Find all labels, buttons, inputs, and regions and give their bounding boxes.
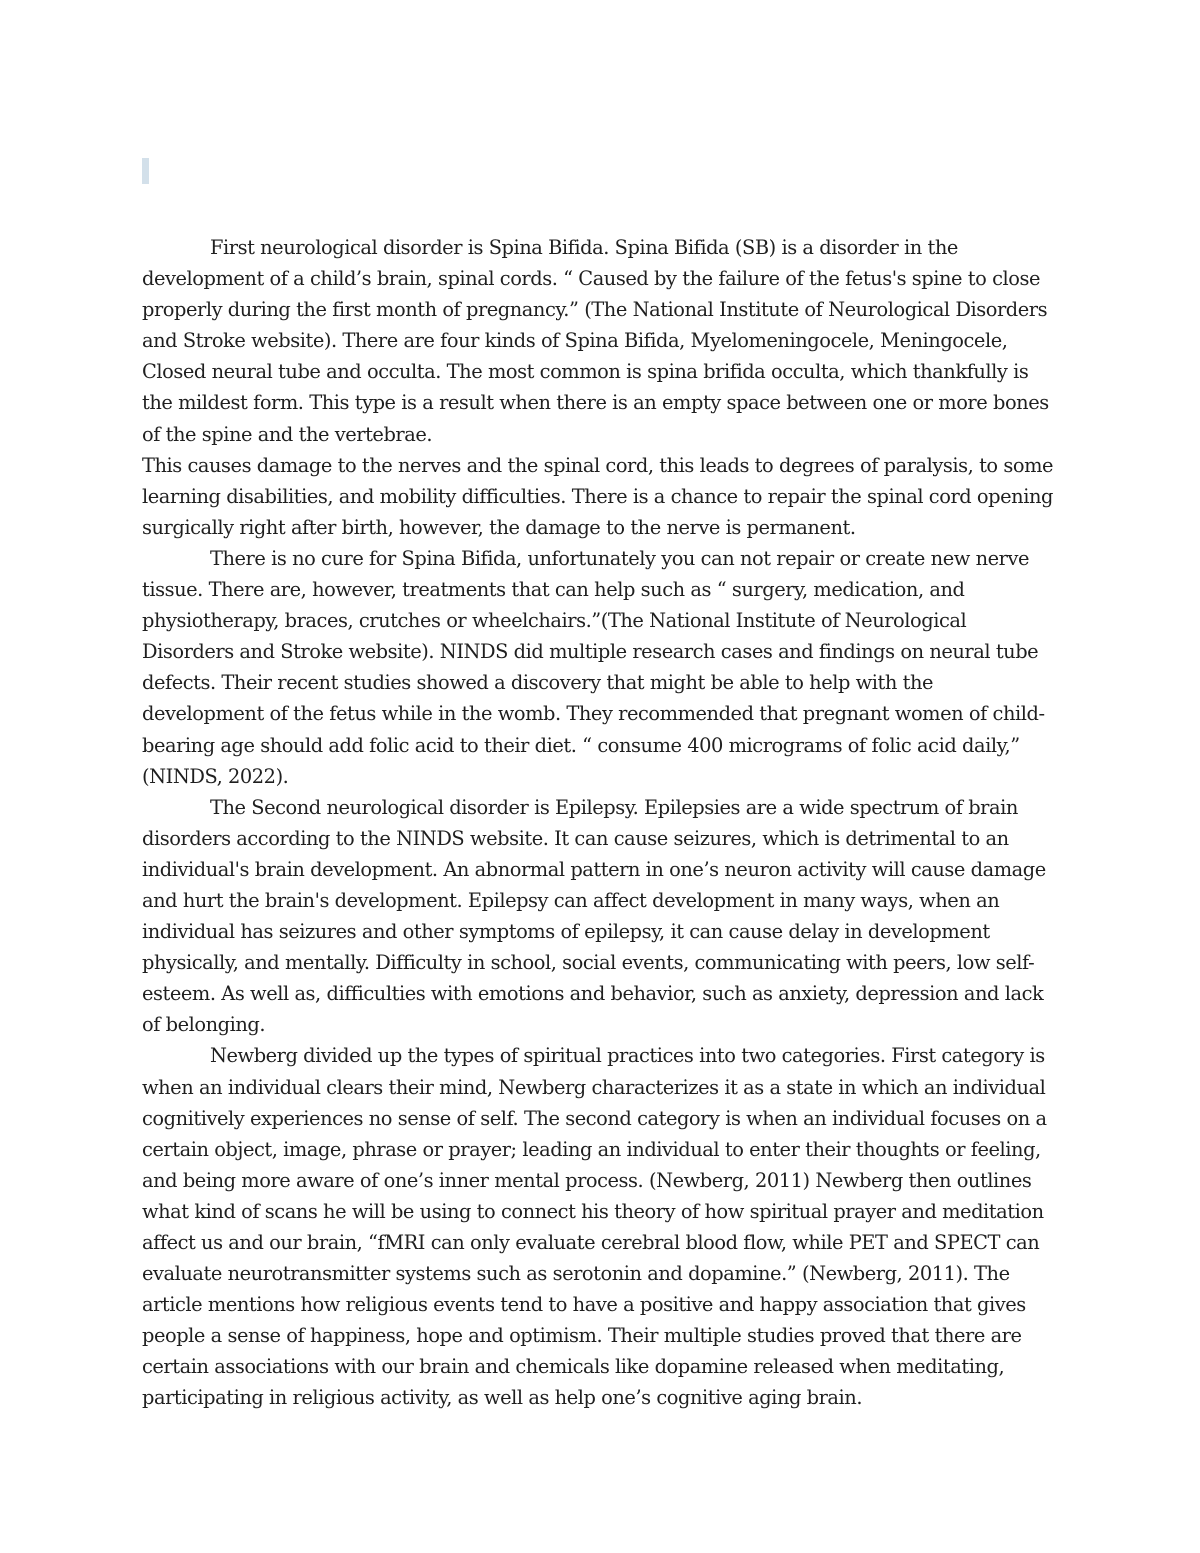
text-cursor-marker [142, 158, 149, 184]
document-body[interactable] [142, 232, 1054, 1414]
paragraph-spina-bifida-intro: First neurological disorder is Spina Bifida. Spina Bifida (SB) is a disorder in the development of a child’s brain, spinal cords. “ Caused by the failure of the fetus's spine to close properly during the first month of pregnancy.” (The National Institute of Neurological Disorders and Stroke website). There are four kinds of Spina Bifida, Myelomeningocele, Meningocele, Closed neural tube and occulta. The most common is spina brifida occulta, which thankfully is the mildest form. This type is a result when there is an empty space between one or more bones of the spine and the vertebrae. [142, 236, 1049, 446]
paragraph-newberg: Newberg divided up the types of spiritual practices into two categories. First category is when an individual clears their mind, Newberg characterizes it as a state in which an individual cognitively experiences no sense of self. The second category is when an individual focuses on a certain object, image, phrase or prayer; leading an individual to enter their thoughts or feeling, and being more aware of one’s inner mental process. (Newberg, 2011) Newberg then outlines what kind of scans he will be using to connect his theory of how spiritual prayer and meditation affect us and our brain, “fMRI can only evaluate cerebral blood flow, while PET and SPECT can evaluate neurotransmitter systems such as serotonin and dopamine.” (Newberg, 2011). The article mentions how religious events tend to have a positive and happy association that gives people a sense of happiness, hope and optimism. Their multiple studies proved that there are certain associations with our brain and chemicals like dopamine released when meditating, participating in religious activity, as well as help one’s cognitive aging brain. [142, 1044, 1047, 1410]
paragraph-epilepsy: The Second neurological disorder is Epilepsy. Epilepsies are a wide spectrum of brain disorders according to the NINDS website. It can cause seizures, which is detrimental to an individual's brain development. An abnormal pattern in one’s neuron activity will cause damage and hurt the brain's development. Epilepsy can affect development in many ways, when an individual has seizures and other symptoms of epilepsy, it can cause delay in development physically, and mentally. Difficulty in school, social events, communicating with peers, low self-esteem. As well as, difficulties with emotions and behavior, such as anxiety, depression and lack of belonging. [142, 795, 1046, 1037]
paragraph-spina-bifida-treatment: There is no cure for Spina Bifida, unfortunately you can not repair or create new nerve tissue. There are, however, treatments that can help such as “ surgery, medication, and physiotherapy, braces, crutches or wheelchairs.”(The National Institute of Neurological Disorders and Stroke website). NINDS did multiple research cases and findings on neural tube defects. Their recent studies showed a discovery that might be able to help with the development of the fetus while in the womb. They recommended that pregnant women of child-bearing age should add folic acid to their diet. “ consume 400 micrograms of folic acid daily,” (NINDS, 2022). [142, 546, 1045, 788]
paragraph-spina-bifida-effects: This causes damage to the nerves and the spinal cord, this leads to degrees of paralysis, to some learning disabilities, and mobility difficulties. There is a chance to repair the spinal cord opening surgically right after birth, however, the damage to the nerve is permanent. [142, 453, 1054, 539]
